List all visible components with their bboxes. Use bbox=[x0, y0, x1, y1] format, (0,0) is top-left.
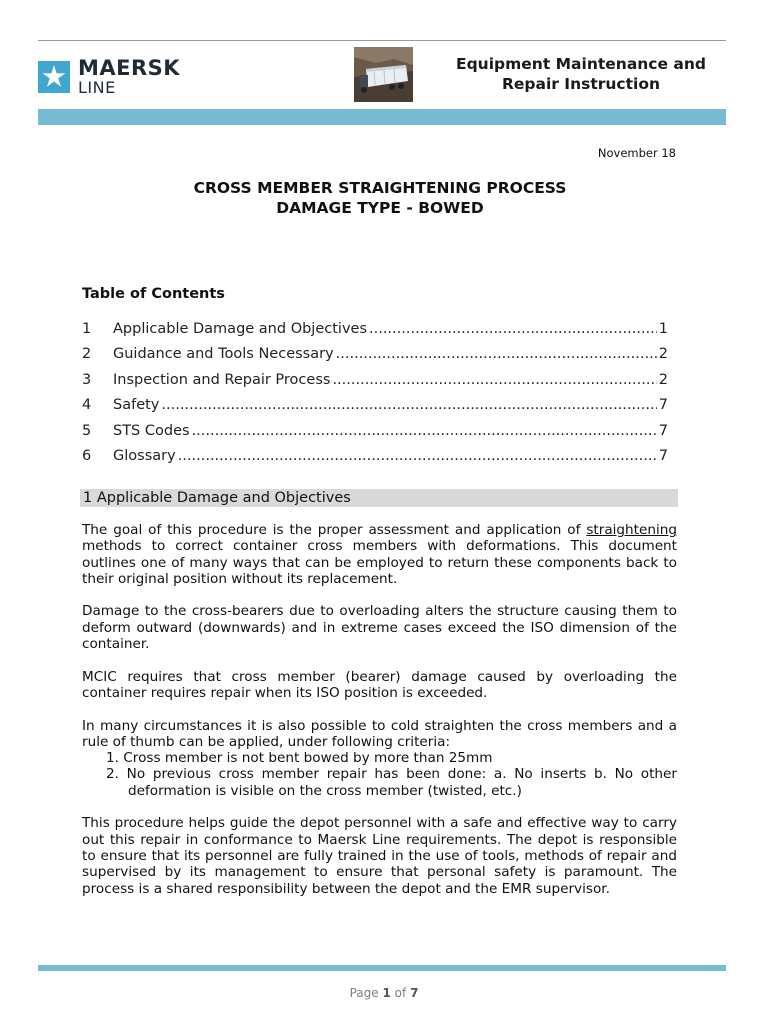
toc-entry[interactable]: 1 Applicable Damage and Objectives ..... 1 bbox=[82, 321, 668, 346]
header-container-photo bbox=[354, 47, 413, 102]
maersk-logo bbox=[38, 58, 180, 96]
toc-entry[interactable]: 3 Inspection and Repair Process ..... 2 bbox=[82, 372, 668, 397]
star-icon bbox=[38, 61, 70, 93]
toc-entry[interactable]: 2 Guidance and Tools Necessary ..... 2 bbox=[82, 346, 668, 371]
section-body bbox=[82, 522, 677, 913]
criteria-list bbox=[82, 750, 677, 799]
toc-heading: Table of Contents bbox=[82, 286, 225, 302]
header-title: Equipment Maintenance and Repair Instruction bbox=[456, 55, 706, 93]
toc-entry[interactable]: 6 Glossary ..... 7 bbox=[82, 448, 668, 473]
table-of-contents bbox=[82, 321, 668, 473]
header-blue-band bbox=[38, 109, 726, 125]
header-top-rule bbox=[38, 40, 726, 41]
list-item: 2. No previous cross member repair has been done: a. No inserts b. No other deformation is visible on the cross member (twisted, etc.) bbox=[106, 766, 677, 799]
page-number: Page 1 of 7 bbox=[349, 986, 419, 1000]
paragraph: This procedure helps guide the depot personnel with a safe and effective way to carry out this repair in conformance to Maersk Line requirements. The depot is responsible to ensure that its personnel are fully trained in the use of tools, methods of repair and supervised by its management to ensure that personal safety is paramount. The process is a shared responsibility between the depot and the EMR supervisor. bbox=[82, 815, 677, 897]
document-title: CROSS MEMBER STRAIGHTENING PROCESS DAMAGE TYPE - BOWED bbox=[193, 179, 567, 217]
document-date: November 18 bbox=[597, 146, 676, 160]
brand-name: MAERSK bbox=[78, 56, 181, 80]
paragraph: In many circumstances it is also possible to cold straighten the cross members and a rule of thumb can be applied, under following criteria: bbox=[82, 717, 677, 750]
toc-entry[interactable]: 4 Safety ..... 7 bbox=[82, 397, 668, 422]
paragraph: The goal of this procedure is the proper assessment and application of straightening methods to correct container cross members with deformations. This document outlines one of many ways that can be employed to return these components back to their original position without its replacement. bbox=[82, 522, 677, 587]
toc-entry[interactable]: 5 STS Codes ..... 7 bbox=[82, 423, 668, 448]
brand-subname: LINE bbox=[78, 78, 116, 97]
straightening-link[interactable]: straightening bbox=[586, 522, 677, 538]
paragraph: Damage to the cross-bearers due to overloading alters the structure causing them to deform outward (downwards) and in extreme cases exceed the ISO dimension of the container. bbox=[82, 603, 677, 653]
footer-blue-band bbox=[38, 965, 726, 971]
section-heading: 1 Applicable Damage and Objectives bbox=[80, 489, 678, 507]
paragraph: MCIC requires that cross member (bearer) damage caused by overloading the container requires repair when its ISO position is exceeded. bbox=[82, 668, 677, 701]
list-item: 1. Cross member is not bent bowed by more than 25mm bbox=[106, 750, 493, 767]
